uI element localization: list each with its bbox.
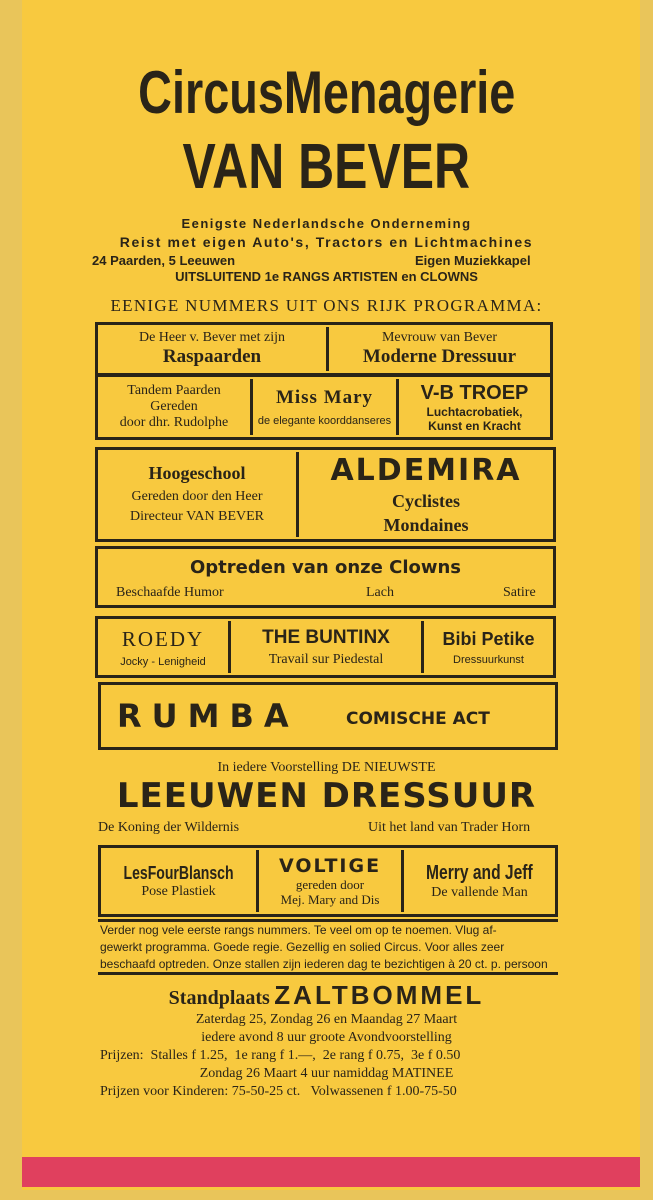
child-prices-line: Prijzen voor Kinderen: 75-50-25 ct. Volwassenen f 1.00-75-50 — [100, 1084, 457, 1099]
act-sub: de elegante koorddanseres — [257, 415, 392, 427]
act-bibi-petike: Bibi Petike — [442, 628, 535, 649]
prices-line: Prijzen: Stalles f 1.25, 1e rang f 1.—, 2e rang f 0.75, 3e f 0.50 — [100, 1048, 461, 1063]
act-comische: COMISCHE ACT — [346, 709, 490, 729]
act-rumba: RUMBA — [117, 697, 299, 735]
act-lach: Lach — [366, 585, 394, 600]
act-hoogeschool: Hoogeschool — [148, 462, 246, 483]
act-buntinx: THE BUNTINX — [262, 626, 390, 648]
header-line2: Reist met eigen Auto's, Tractors en Lichtmachines — [119, 234, 534, 250]
act-line: Directeur VAN BEVER — [129, 508, 265, 524]
act-row-2 — [95, 374, 553, 440]
act-row-6 — [98, 682, 558, 750]
act-voltige: VOLTIGE — [278, 855, 382, 877]
act-line: Cyclistes — [392, 490, 460, 511]
header-line1: Eenigste Nederlandsche Onderneming — [181, 216, 472, 231]
act-line: Mondaines — [383, 514, 469, 535]
leeuwen-left: De Koning der Wildernis — [98, 820, 240, 835]
act-line: door dhr. Rudolphe — [119, 415, 229, 430]
act-humor: Beschaafde Humor — [116, 585, 224, 600]
act-line: Luchtacrobatiek, — [426, 404, 523, 419]
leeuwen-dressuur: LEEUWEN DRESSUUR — [116, 776, 537, 816]
act-aldemira: ALDEMIRA — [330, 452, 522, 488]
act-line: Gereden door den Heer — [131, 488, 263, 504]
title-circus-menagerie: CircusMenagerie — [137, 59, 516, 126]
act-sub: Mevrouw van Bever — [381, 330, 498, 345]
act-row-4 — [95, 546, 556, 608]
act-sub: Dressuurkunst — [453, 653, 524, 666]
act-line: Gereden — [150, 399, 198, 414]
standplaats — [0, 980, 653, 1011]
act-row-5 — [95, 616, 556, 678]
act-row-1 — [95, 322, 553, 376]
act-sub: De Heer v. Bever met zijn — [138, 330, 286, 345]
act-line: gereden door — [295, 877, 365, 892]
description-paragraph — [100, 922, 548, 973]
red-strip — [22, 1157, 640, 1187]
act-miss-mary: Miss Mary — [275, 387, 374, 408]
header-line4: UITSLUITEND 1e RANGS ARTISTEN en CLOWNS — [175, 269, 478, 284]
act-clowns: Optreden van onze Clowns — [189, 557, 462, 578]
title-van-bever: VAN BEVER — [182, 130, 471, 202]
act-row-3 — [95, 447, 556, 542]
act-satire: Satire — [503, 585, 536, 600]
programma-heading: EENIGE NUMMERS UIT ONS RIJK PROGRAMMA: — [110, 296, 543, 315]
act-lesfourblansch: LesFourBlansch — [123, 862, 234, 883]
act-moderne-dressuur: Moderne Dressuur — [362, 346, 517, 367]
leeuwen-right: Uit het land van Trader Horn — [368, 820, 531, 835]
leeuwen-intro: In iedere Voorstelling DE NIEUWSTE — [217, 760, 436, 775]
act-row-7 — [98, 845, 558, 917]
act-raspaarden: Raspaarden — [162, 346, 262, 367]
paragraph-line: beschaafd optreden. Onze stallen zijn iederen dag te bezichtigen à 20 ct. p. persoon — [100, 957, 548, 971]
act-merry-jeff: Merry and Jeff — [426, 861, 533, 884]
header-line3-right: Eigen Muziekkapel — [415, 253, 531, 268]
paragraph-line: Verder nog vele eerste rangs nummers. Te veel om op te noemen. Vlug af- — [100, 923, 497, 937]
dates-line: Zaterdag 25, Zondag 26 en Maandag 27 Maart — [195, 1012, 458, 1027]
act-sub: Travail sur Piedestal — [268, 651, 384, 667]
standplaats-label: Standplaats — [168, 987, 270, 1009]
evening-line: iedere avond 8 uur groote Avondvoorstelling — [201, 1030, 452, 1045]
act-sub: Jocky - Lenigheid — [120, 655, 206, 668]
act-line: Kunst en Kracht — [428, 418, 521, 433]
header-line3-left: 24 Paarden, 5 Leeuwen — [92, 253, 236, 268]
act-sub: Pose Plastiek — [141, 883, 216, 899]
act-sub: De vallende Man — [431, 884, 528, 900]
act-line: Mej. Mary and Dis — [280, 892, 380, 907]
matinee-line: Zondag 26 Maart 4 uur namiddag MATINEE — [199, 1066, 454, 1081]
city-zaltbommel: ZALTBOMMEL — [274, 980, 485, 1010]
act-vb-troep: V-B TROEP — [420, 381, 529, 404]
paragraph-line: gewerkt programma. Goede regie. Gezellig en solied Circus. Voor alles zeer — [100, 940, 505, 954]
act-roedy: ROEDY — [121, 626, 205, 651]
act-tandem: Tandem Paarden — [127, 383, 221, 398]
